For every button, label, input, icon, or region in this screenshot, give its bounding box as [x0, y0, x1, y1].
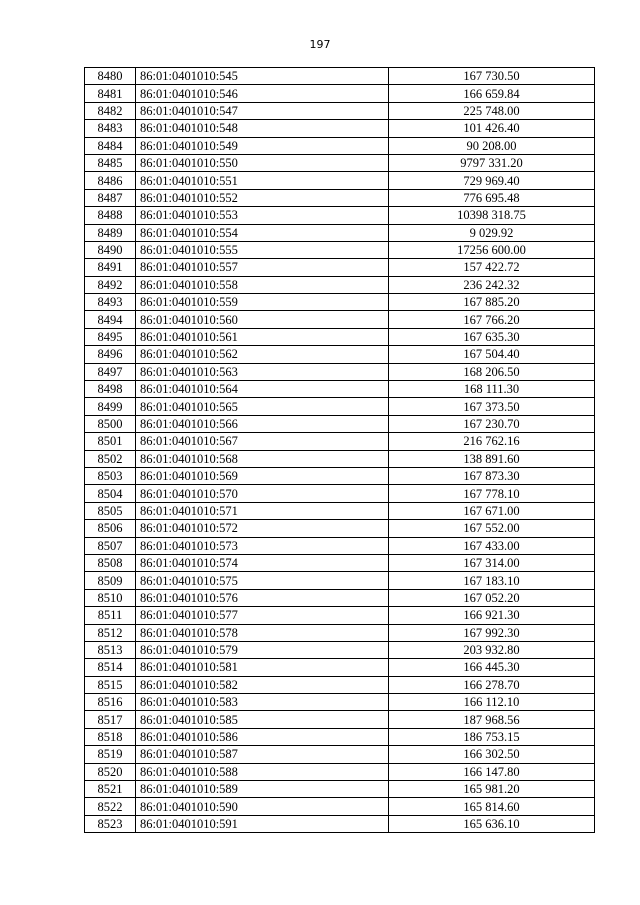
table-row [85, 241, 595, 258]
table-body [85, 68, 595, 833]
table-row [85, 728, 595, 745]
cadastral-value-cell: 216 762.16 [389, 433, 595, 450]
table-row [85, 346, 595, 363]
table-row [85, 450, 595, 467]
cadastral-number-cell: 86:01:0401010:555 [136, 241, 389, 258]
table-row [85, 189, 595, 206]
cadastral-value-table [84, 67, 595, 833]
table-row [85, 294, 595, 311]
cadastral-number-cell: 86:01:0401010:578 [136, 624, 389, 641]
cadastral-number-cell: 86:01:0401010:590 [136, 798, 389, 815]
table-row [85, 415, 595, 432]
row-number-cell: 8487 [85, 189, 136, 206]
table-row [85, 433, 595, 450]
cadastral-value-cell: 203 932.80 [389, 641, 595, 658]
cadastral-value-cell: 167 885.20 [389, 294, 595, 311]
cadastral-value-cell: 9 029.92 [389, 224, 595, 241]
table-row [85, 502, 595, 519]
cadastral-value-cell: 776 695.48 [389, 189, 595, 206]
cadastral-number-cell: 86:01:0401010:587 [136, 746, 389, 763]
cadastral-number-cell: 86:01:0401010:581 [136, 659, 389, 676]
cadastral-number-cell: 86:01:0401010:558 [136, 276, 389, 293]
cadastral-number-cell: 86:01:0401010:568 [136, 450, 389, 467]
table-row [85, 589, 595, 606]
cadastral-value-cell: 167 873.30 [389, 467, 595, 484]
row-number-cell: 8503 [85, 467, 136, 484]
cadastral-value-cell: 166 302.50 [389, 746, 595, 763]
table-row [85, 398, 595, 415]
row-number-cell: 8512 [85, 624, 136, 641]
cadastral-number-cell: 86:01:0401010:573 [136, 537, 389, 554]
cadastral-number-cell: 86:01:0401010:550 [136, 154, 389, 171]
cadastral-number-cell: 86:01:0401010:549 [136, 137, 389, 154]
row-number-cell: 8485 [85, 154, 136, 171]
table-row [85, 102, 595, 119]
cadastral-value-cell: 167 052.20 [389, 589, 595, 606]
cadastral-number-cell: 86:01:0401010:588 [136, 763, 389, 780]
cadastral-value-cell: 168 206.50 [389, 363, 595, 380]
cadastral-value-cell: 187 968.56 [389, 711, 595, 728]
cadastral-value-cell: 165 814.60 [389, 798, 595, 815]
table-row [85, 659, 595, 676]
cadastral-value-cell: 167 778.10 [389, 485, 595, 502]
table-row [85, 711, 595, 728]
cadastral-number-cell: 86:01:0401010:575 [136, 572, 389, 589]
row-number-cell: 8492 [85, 276, 136, 293]
cadastral-number-cell: 86:01:0401010:579 [136, 641, 389, 658]
row-number-cell: 8507 [85, 537, 136, 554]
cadastral-number-cell: 86:01:0401010:572 [136, 520, 389, 537]
cadastral-value-cell: 167 373.50 [389, 398, 595, 415]
cadastral-value-cell: 138 891.60 [389, 450, 595, 467]
cadastral-value-cell: 167 314.00 [389, 554, 595, 571]
row-number-cell: 8484 [85, 137, 136, 154]
cadastral-number-cell: 86:01:0401010:576 [136, 589, 389, 606]
row-number-cell: 8519 [85, 746, 136, 763]
row-number-cell: 8490 [85, 241, 136, 258]
cadastral-number-cell: 86:01:0401010:548 [136, 120, 389, 137]
cadastral-number-cell: 86:01:0401010:545 [136, 68, 389, 85]
table-row [85, 68, 595, 85]
row-number-cell: 8502 [85, 450, 136, 467]
cadastral-value-cell: 166 147.80 [389, 763, 595, 780]
row-number-cell: 8499 [85, 398, 136, 415]
cadastral-number-cell: 86:01:0401010:561 [136, 328, 389, 345]
cadastral-number-cell: 86:01:0401010:569 [136, 467, 389, 484]
cadastral-value-cell: 186 753.15 [389, 728, 595, 745]
table-row [85, 694, 595, 711]
row-number-cell: 8521 [85, 781, 136, 798]
row-number-cell: 8516 [85, 694, 136, 711]
cadastral-number-cell: 86:01:0401010:552 [136, 189, 389, 206]
row-number-cell: 8513 [85, 641, 136, 658]
table-row [85, 746, 595, 763]
row-number-cell: 8497 [85, 363, 136, 380]
table-row [85, 607, 595, 624]
row-number-cell: 8498 [85, 381, 136, 398]
row-number-cell: 8483 [85, 120, 136, 137]
row-number-cell: 8480 [85, 68, 136, 85]
cadastral-number-cell: 86:01:0401010:577 [136, 607, 389, 624]
table-row [85, 781, 595, 798]
cadastral-number-cell: 86:01:0401010:557 [136, 259, 389, 276]
cadastral-number-cell: 86:01:0401010:560 [136, 311, 389, 328]
table-row [85, 207, 595, 224]
row-number-cell: 8509 [85, 572, 136, 589]
row-number-cell: 8494 [85, 311, 136, 328]
row-number-cell: 8514 [85, 659, 136, 676]
cadastral-value-cell: 167 671.00 [389, 502, 595, 519]
cadastral-number-cell: 86:01:0401010:559 [136, 294, 389, 311]
cadastral-number-cell: 86:01:0401010:582 [136, 676, 389, 693]
row-number-cell: 8520 [85, 763, 136, 780]
cadastral-number-cell: 86:01:0401010:571 [136, 502, 389, 519]
row-number-cell: 8518 [85, 728, 136, 745]
row-number-cell: 8510 [85, 589, 136, 606]
cadastral-value-cell: 90 208.00 [389, 137, 595, 154]
cadastral-number-cell: 86:01:0401010:554 [136, 224, 389, 241]
row-number-cell: 8517 [85, 711, 136, 728]
table-row [85, 641, 595, 658]
cadastral-number-cell: 86:01:0401010:585 [136, 711, 389, 728]
table-row [85, 224, 595, 241]
row-number-cell: 8488 [85, 207, 136, 224]
cadastral-value-cell: 165 636.10 [389, 815, 595, 832]
cadastral-value-cell: 225 748.00 [389, 102, 595, 119]
table-row [85, 485, 595, 502]
page-number: 197 [309, 38, 331, 51]
row-number-cell: 8501 [85, 433, 136, 450]
row-number-cell: 8505 [85, 502, 136, 519]
cadastral-value-cell: 167 230.70 [389, 415, 595, 432]
cadastral-value-cell: 167 635.30 [389, 328, 595, 345]
cadastral-number-cell: 86:01:0401010:547 [136, 102, 389, 119]
row-number-cell: 8511 [85, 607, 136, 624]
cadastral-number-cell: 86:01:0401010:565 [136, 398, 389, 415]
table-row [85, 311, 595, 328]
table-row [85, 120, 595, 137]
table-row [85, 676, 595, 693]
table-row [85, 154, 595, 171]
cadastral-value-cell: 157 422.72 [389, 259, 595, 276]
cadastral-value-cell: 167 992.30 [389, 624, 595, 641]
cadastral-value-cell: 167 552.00 [389, 520, 595, 537]
row-number-cell: 8491 [85, 259, 136, 276]
table-row [85, 381, 595, 398]
table-row [85, 137, 595, 154]
row-number-cell: 8495 [85, 328, 136, 345]
row-number-cell: 8500 [85, 415, 136, 432]
cadastral-value-cell: 166 278.70 [389, 676, 595, 693]
cadastral-number-cell: 86:01:0401010:574 [136, 554, 389, 571]
table-row [85, 572, 595, 589]
table-row [85, 467, 595, 484]
cadastral-value-cell: 167 766.20 [389, 311, 595, 328]
cadastral-number-cell: 86:01:0401010:553 [136, 207, 389, 224]
row-number-cell: 8482 [85, 102, 136, 119]
table-row [85, 798, 595, 815]
cadastral-value-cell: 165 981.20 [389, 781, 595, 798]
cadastral-value-cell: 167 433.00 [389, 537, 595, 554]
row-number-cell: 8515 [85, 676, 136, 693]
row-number-cell: 8493 [85, 294, 136, 311]
cadastral-number-cell: 86:01:0401010:567 [136, 433, 389, 450]
cadastral-value-cell: 10398 318.75 [389, 207, 595, 224]
cadastral-number-cell: 86:01:0401010:551 [136, 172, 389, 189]
row-number-cell: 8504 [85, 485, 136, 502]
row-number-cell: 8481 [85, 85, 136, 102]
row-number-cell: 8523 [85, 815, 136, 832]
cadastral-number-cell: 86:01:0401010:589 [136, 781, 389, 798]
table-row [85, 172, 595, 189]
table-row [85, 815, 595, 832]
cadastral-value-cell: 166 659.84 [389, 85, 595, 102]
cadastral-value-cell: 166 445.30 [389, 659, 595, 676]
cadastral-number-cell: 86:01:0401010:583 [136, 694, 389, 711]
cadastral-number-cell: 86:01:0401010:562 [136, 346, 389, 363]
table-row [85, 363, 595, 380]
cadastral-number-cell: 86:01:0401010:546 [136, 85, 389, 102]
table-row [85, 85, 595, 102]
row-number-cell: 8496 [85, 346, 136, 363]
table-row [85, 328, 595, 345]
cadastral-number-cell: 86:01:0401010:563 [136, 363, 389, 380]
row-number-cell: 8506 [85, 520, 136, 537]
cadastral-number-cell: 86:01:0401010:570 [136, 485, 389, 502]
cadastral-value-cell: 9797 331.20 [389, 154, 595, 171]
cadastral-value-cell: 236 242.32 [389, 276, 595, 293]
cadastral-number-cell: 86:01:0401010:591 [136, 815, 389, 832]
table-row [85, 763, 595, 780]
cadastral-value-cell: 168 111.30 [389, 381, 595, 398]
row-number-cell: 8522 [85, 798, 136, 815]
cadastral-value-cell: 17256 600.00 [389, 241, 595, 258]
table-row [85, 259, 595, 276]
table-row [85, 537, 595, 554]
table-row [85, 520, 595, 537]
row-number-cell: 8508 [85, 554, 136, 571]
table-row [85, 554, 595, 571]
cadastral-value-cell: 167 504.40 [389, 346, 595, 363]
table-row [85, 276, 595, 293]
row-number-cell: 8489 [85, 224, 136, 241]
cadastral-value-cell: 167 730.50 [389, 68, 595, 85]
cadastral-value-cell: 166 112.10 [389, 694, 595, 711]
cadastral-number-cell: 86:01:0401010:564 [136, 381, 389, 398]
cadastral-number-cell: 86:01:0401010:566 [136, 415, 389, 432]
row-number-cell: 8486 [85, 172, 136, 189]
table-row [85, 624, 595, 641]
cadastral-value-cell: 167 183.10 [389, 572, 595, 589]
cadastral-value-cell: 166 921.30 [389, 607, 595, 624]
cadastral-value-cell: 729 969.40 [389, 172, 595, 189]
cadastral-value-cell: 101 426.40 [389, 120, 595, 137]
cadastral-number-cell: 86:01:0401010:586 [136, 728, 389, 745]
